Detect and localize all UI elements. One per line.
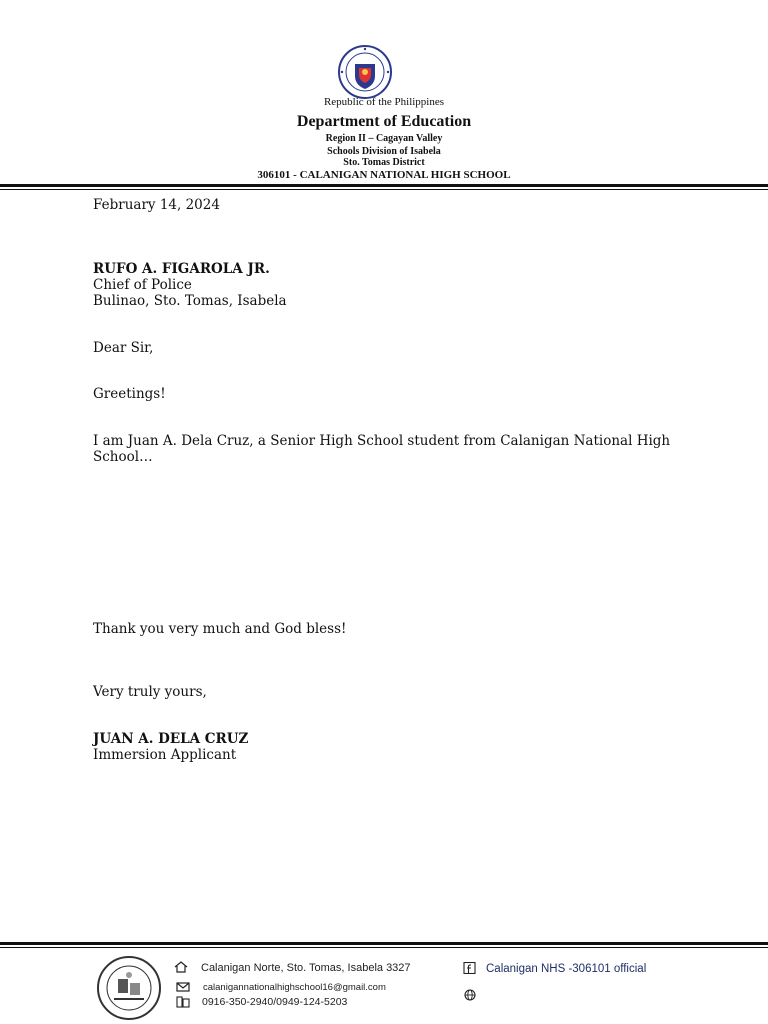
deped-seal-logo	[337, 44, 393, 100]
salutation: Dear Sir,	[93, 340, 154, 356]
district-label: Sto. Tomas District	[343, 157, 425, 168]
footer-divider-thin	[0, 947, 768, 948]
footer-divider-thick	[0, 942, 768, 945]
body-paragraph-line2: School…	[93, 449, 153, 465]
footer-facebook[interactable]: Calanigan NHS -306101 official	[486, 963, 647, 975]
division-label: Schools Division of Isabela	[327, 146, 441, 157]
body-paragraph-line1: I am Juan A. Dela Cruz, a Senior High School student from Calanigan National High	[93, 433, 671, 449]
thanks-line: Thank you very much and God bless!	[93, 621, 347, 637]
footer-email[interactable]: calanigannationalhighschool16@gmail.com	[203, 982, 386, 993]
header-divider-thick	[0, 184, 768, 187]
header-divider-thin	[0, 189, 768, 190]
department-title: Department of Education	[296, 113, 472, 130]
closing-line: Very truly yours,	[93, 684, 207, 700]
greeting: Greetings!	[93, 386, 166, 402]
republic-label: Republic of the Philippines	[323, 96, 445, 108]
phone-icon	[176, 996, 190, 1008]
signer-name: JUAN A. DELA CRUZ	[93, 731, 249, 747]
recipient-name: RUFO A. FIGAROLA JR.	[93, 261, 270, 277]
home-icon	[174, 961, 188, 973]
signer-title: Immersion Applicant	[93, 747, 237, 763]
recipient-title: Chief of Police	[93, 277, 192, 293]
school-seal-logo	[96, 955, 162, 1021]
facebook-icon	[463, 962, 477, 974]
footer-address: Calanigan Norte, Sto. Tomas, Isabela 3327	[201, 962, 411, 974]
mail-icon	[176, 981, 190, 993]
recipient-address: Bulinao, Sto. Tomas, Isabela	[93, 293, 287, 309]
letter-date: February 14, 2024	[93, 197, 220, 213]
region-label: Region II – Cagayan Valley	[325, 133, 443, 144]
school-name: 306101 - CALANIGAN NATIONAL HIGH SCHOOL	[257, 169, 511, 181]
footer-phone: 0916-350-2940/0949-124-5203	[202, 996, 348, 1008]
globe-icon	[463, 989, 477, 1001]
